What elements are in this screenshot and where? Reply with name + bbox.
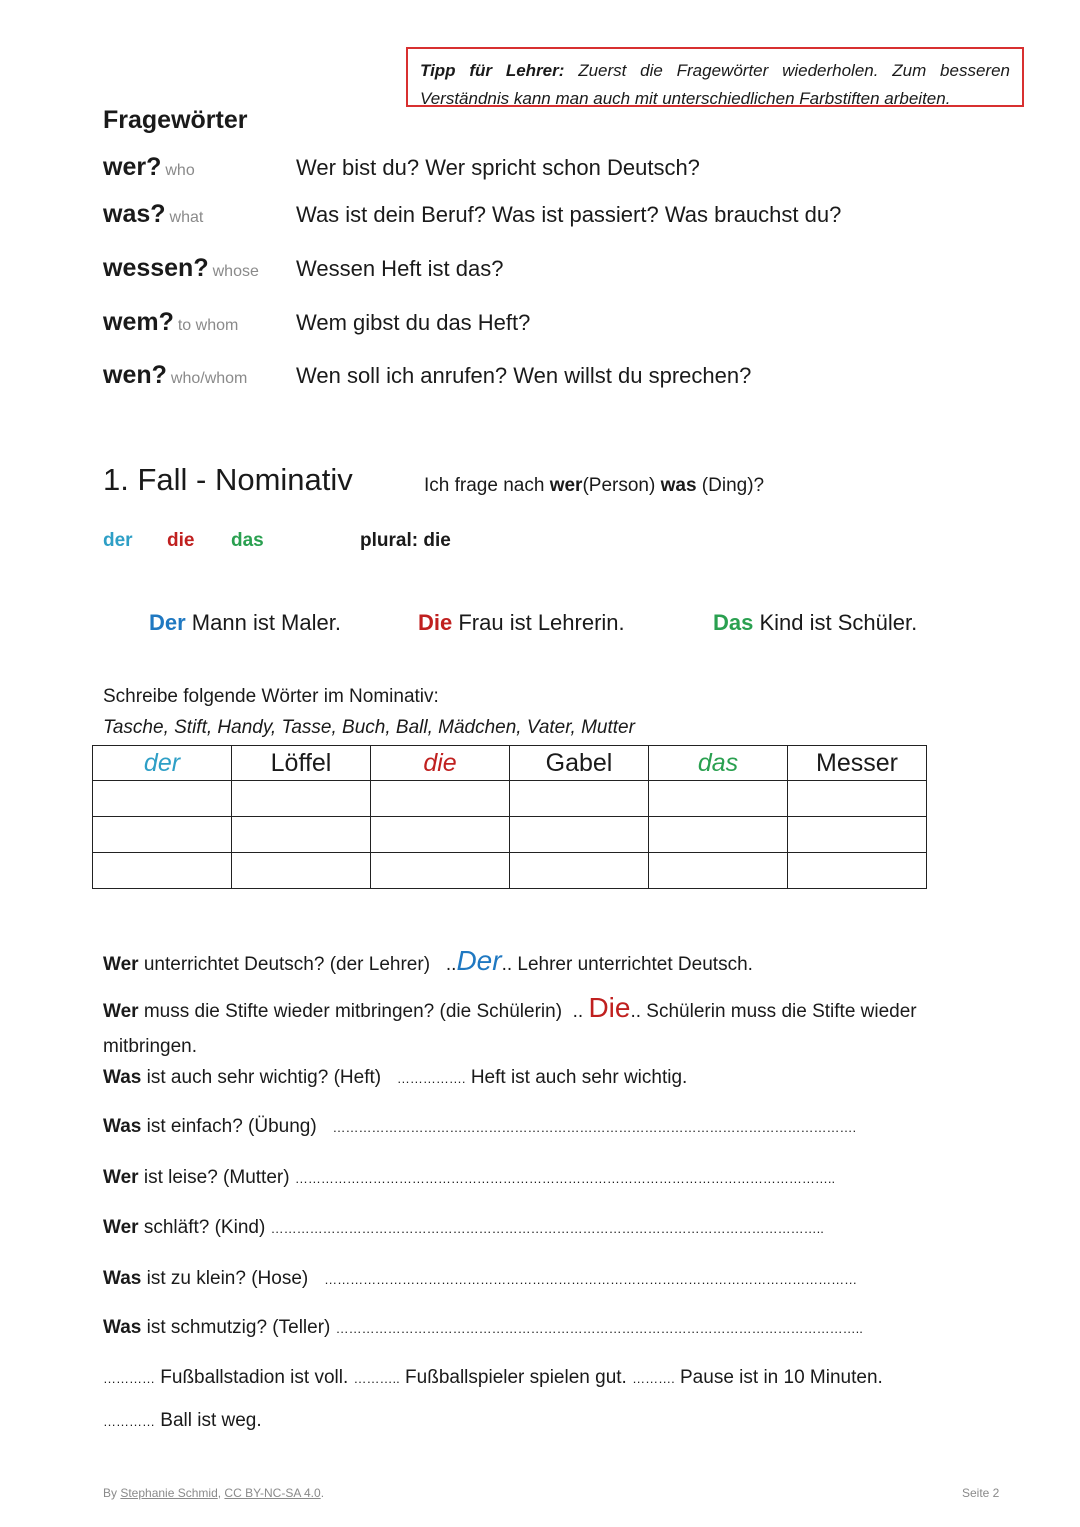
table-cell-die: die xyxy=(371,746,510,781)
author-link[interactable]: Stephanie Schmid xyxy=(120,1486,218,1500)
table-cell-blank[interactable] xyxy=(93,817,232,853)
table-cell-blank[interactable] xyxy=(232,781,371,817)
question-word-wer: wer? who xyxy=(103,153,195,181)
blank-line: ……….. xyxy=(353,1371,400,1386)
translation: to whom xyxy=(177,317,239,334)
question-word-wessen: wessen? whose xyxy=(103,254,259,282)
blank-line: ……………. xyxy=(396,1071,466,1086)
teacher-tip-box xyxy=(406,47,1024,107)
question-word-was: was? what xyxy=(103,200,204,228)
exercise-9: ………… Fußballstadion ist voll. ……….. Fußballspieler spielen gut. ………. Pause ist in 10 Minuten. xyxy=(103,1367,883,1388)
blank-line: …………………………………………………………………………………………………………… xyxy=(324,1272,858,1287)
exercise-7: Was ist zu klein? (Hose) …………………………………………………………………………………………………………… xyxy=(103,1268,858,1289)
section-heading-nominativ: 1. Fall - Nominativ xyxy=(103,462,353,497)
exercise-10: ………… Ball ist weg. xyxy=(103,1410,262,1431)
table-row xyxy=(93,781,927,817)
blank-line: …………………………………………………………………………………………………………. xyxy=(332,1120,857,1135)
answer-die: Die xyxy=(588,992,631,1023)
examples-was: Was ist dein Beruf? Was ist passiert? Was brauchst du? xyxy=(296,202,842,227)
blank-line: …………………………………………………………………………………………………………….. xyxy=(294,1171,836,1186)
license-link[interactable]: CC BY-NC-SA 4.0 xyxy=(224,1486,321,1500)
exercise-4: Was ist einfach? (Übung) …………………………………………………………………………………………………………. xyxy=(103,1116,857,1137)
table-cell-blank[interactable] xyxy=(510,781,649,817)
table-cell-der: der xyxy=(93,746,232,781)
page-number: Seite 2 xyxy=(962,1486,1000,1500)
table-row xyxy=(93,853,927,889)
table-cell-blank[interactable] xyxy=(649,781,788,817)
table-cell-blank[interactable] xyxy=(371,853,510,889)
article-der: der xyxy=(103,530,133,551)
translation: what xyxy=(169,209,204,226)
table-cell-blank[interactable] xyxy=(788,817,927,853)
table-cell-blank[interactable] xyxy=(232,817,371,853)
exercise-1: Wer unterrichtet Deutsch? (der Lehrer) ..Der.. Lehrer unterrichtet Deutsch. xyxy=(103,945,753,976)
fragewoerter-title: Fragewörter xyxy=(103,106,248,134)
table-cell-das: das xyxy=(649,746,788,781)
translation: who xyxy=(165,162,195,179)
example-sentence-das: Das Kind ist Schüler. xyxy=(713,610,918,635)
table-cell-gabel: Gabel xyxy=(510,746,649,781)
blank-line: ………. xyxy=(632,1371,675,1386)
nominativ-question: Ich frage nach wer(Person) was (Ding)? xyxy=(424,475,765,496)
exercise-8: Was ist schmutzig? (Teller) ………………………………………………………………………………………………………….. xyxy=(103,1317,863,1338)
examples-wer: Wer bist du? Wer spricht schon Deutsch? xyxy=(296,155,700,180)
answer-der: Der xyxy=(456,945,502,976)
example-sentence-die: Die Frau ist Lehrerin. xyxy=(418,610,625,635)
table-cell-messer: Messer xyxy=(788,746,927,781)
examples-wem: Wem gibst du das Heft? xyxy=(296,310,531,335)
examples-wessen: Wessen Heft ist das? xyxy=(296,256,504,281)
example-sentence-der: Der Mann ist Maler. xyxy=(149,610,341,635)
exercise-3: Was ist auch sehr wichtig? (Heft) ……………. Heft ist auch sehr wichtig. xyxy=(103,1067,688,1088)
article-die: die xyxy=(167,530,195,551)
table-cell-loeffel: Löffel xyxy=(232,746,371,781)
question-word-wen: wen? who/whom xyxy=(103,361,248,389)
blank-line: ………… xyxy=(103,1371,155,1386)
table-cell-blank[interactable] xyxy=(93,853,232,889)
blank-line: ………………………………………………………………………………………………………….. xyxy=(335,1321,863,1336)
tip-label: Tipp für Lehrer: xyxy=(420,61,565,80)
exercise-6: Wer schläft? (Kind) ……………………………………………………………………………………………………………….. xyxy=(103,1217,824,1238)
table-header-row xyxy=(93,746,927,781)
table-cell-blank[interactable] xyxy=(510,853,649,889)
task-instruction: Schreibe folgende Wörter im Nominativ: xyxy=(103,686,439,707)
table-cell-blank[interactable] xyxy=(371,817,510,853)
translation: who/whom xyxy=(170,370,248,387)
nominativ-table xyxy=(92,745,927,889)
table-cell-blank[interactable] xyxy=(649,817,788,853)
table-cell-blank[interactable] xyxy=(649,853,788,889)
table-cell-blank[interactable] xyxy=(788,781,927,817)
exercise-2-continued: mitbringen. xyxy=(103,1036,197,1057)
table-cell-blank[interactable] xyxy=(371,781,510,817)
word-list: Tasche, Stift, Handy, Tasse, Buch, Ball, Mädchen, Vater, Mutter xyxy=(103,717,635,738)
article-plural: plural: die xyxy=(360,530,451,551)
blank-line: ……………………………………………………………………………………………………………….. xyxy=(270,1221,824,1236)
table-cell-blank[interactable] xyxy=(510,817,649,853)
article-das: das xyxy=(231,530,264,551)
table-cell-blank[interactable] xyxy=(788,853,927,889)
table-cell-blank[interactable] xyxy=(93,781,232,817)
tip-line1: Zuerst die Fragewörter wiederholen. Zum besseren xyxy=(578,61,1010,80)
exercise-5: Wer ist leise? (Mutter) …………………………………………………………………………………………………………….. xyxy=(103,1167,836,1188)
exercise-2: Wer muss die Stifte wieder mitbringen? (die Schülerin) .. Die.. Schülerin muss die Stifte wieder xyxy=(103,992,917,1023)
table-row xyxy=(93,817,927,853)
examples-wen: Wen soll ich anrufen? Wen willst du sprechen? xyxy=(296,363,752,388)
blank-line: ………… xyxy=(103,1414,155,1429)
tip-line2: Verständnis kann man auch mit unterschiedlichen Farbstiften arbeiten. xyxy=(420,89,951,108)
question-word-wem: wem? to whom xyxy=(103,308,239,336)
footer-attribution: By Stephanie Schmid, CC BY-NC-SA 4.0. xyxy=(103,1486,325,1500)
table-cell-blank[interactable] xyxy=(232,853,371,889)
translation: whose xyxy=(212,263,259,280)
